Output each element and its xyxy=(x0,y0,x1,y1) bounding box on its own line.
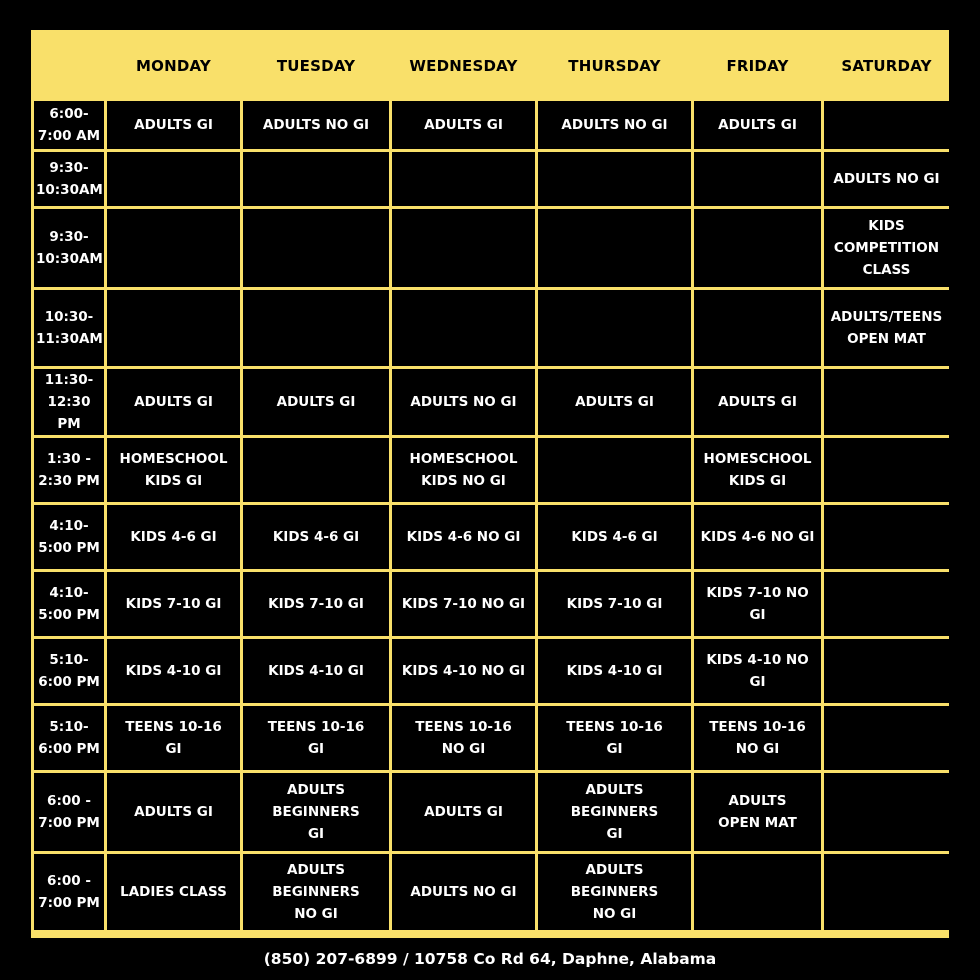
class-cell-friday: KIDS 7-10 NO GI xyxy=(694,572,821,636)
class-cell-monday xyxy=(107,209,240,287)
time-slot: 1:30 - 2:30 PM xyxy=(34,438,104,502)
class-cell-wednesday xyxy=(392,152,535,206)
day-header-tuesday: TUESDAY xyxy=(243,33,389,98)
class-cell-wednesday: KIDS 4-6 NO GI xyxy=(392,505,535,569)
class-cell-thursday xyxy=(538,438,691,502)
class-cell-thursday: TEENS 10-16 GI xyxy=(538,706,691,770)
class-cell-tuesday: KIDS 4-10 GI xyxy=(243,639,389,703)
time-slot: 6:00 - 7:00 PM xyxy=(34,773,104,851)
class-cell-thursday: KIDS 7-10 GI xyxy=(538,572,691,636)
contact-footer: (850) 207-6899 / 10758 Co Rd 64, Daphne, Alabama xyxy=(263,950,717,968)
class-cell-friday: KIDS 4-10 NO GI xyxy=(694,639,821,703)
class-cell-friday: KIDS 4-6 NO GI xyxy=(694,505,821,569)
class-cell-tuesday: TEENS 10-16 GI xyxy=(243,706,389,770)
class-cell-tuesday: KIDS 4-6 GI xyxy=(243,505,389,569)
class-cell-friday xyxy=(694,854,821,930)
class-cell-monday: KIDS 4-6 GI xyxy=(107,505,240,569)
time-slot: 4:10- 5:00 PM xyxy=(34,505,104,569)
class-cell-saturday xyxy=(824,572,949,636)
class-cell-thursday: KIDS 4-6 GI xyxy=(538,505,691,569)
class-cell-friday: TEENS 10-16 NO GI xyxy=(694,706,821,770)
class-cell-monday xyxy=(107,152,240,206)
class-cell-tuesday: ADULTS BEGINNERS NO GI xyxy=(243,854,389,930)
class-cell-thursday xyxy=(538,209,691,287)
class-cell-saturday xyxy=(824,706,949,770)
class-cell-saturday xyxy=(824,101,949,149)
day-header-friday: FRIDAY xyxy=(694,33,821,98)
class-cell-friday xyxy=(694,152,821,206)
class-cell-wednesday: ADULTS GI xyxy=(392,773,535,851)
time-slot: 6:00 - 7:00 PM xyxy=(34,854,104,930)
schedule-row xyxy=(34,438,949,502)
class-cell-wednesday: ADULTS GI xyxy=(392,101,535,149)
header-row xyxy=(34,33,949,98)
class-cell-saturday xyxy=(824,773,949,851)
class-cell-monday: LADIES CLASS xyxy=(107,854,240,930)
schedule-row xyxy=(34,854,949,930)
class-cell-tuesday: ADULTS BEGINNERS GI xyxy=(243,773,389,851)
class-cell-monday: ADULTS GI xyxy=(107,101,240,149)
schedule-row xyxy=(34,639,949,703)
class-cell-friday: HOMESCHOOL KIDS GI xyxy=(694,438,821,502)
class-cell-monday xyxy=(107,290,240,366)
time-slot: 5:10- 6:00 PM xyxy=(34,639,104,703)
time-slot: 9:30- 10:30AM xyxy=(34,209,104,287)
schedule-row xyxy=(34,290,949,366)
class-cell-tuesday: ADULTS GI xyxy=(243,369,389,435)
class-cell-thursday: ADULTS BEGINNERS GI xyxy=(538,773,691,851)
class-cell-thursday: ADULTS NO GI xyxy=(538,101,691,149)
class-cell-wednesday: HOMESCHOOL KIDS NO GI xyxy=(392,438,535,502)
class-cell-saturday: ADULTS NO GI xyxy=(824,152,949,206)
class-cell-wednesday: KIDS 4-10 NO GI xyxy=(392,639,535,703)
class-cell-thursday xyxy=(538,152,691,206)
class-cell-saturday xyxy=(824,505,949,569)
day-header-thursday: THURSDAY xyxy=(538,33,691,98)
class-cell-thursday: KIDS 4-10 GI xyxy=(538,639,691,703)
class-cell-thursday: ADULTS GI xyxy=(538,369,691,435)
corner-cell xyxy=(34,33,104,98)
schedule-row xyxy=(34,706,949,770)
schedule-row xyxy=(34,152,949,206)
class-cell-tuesday xyxy=(243,290,389,366)
class-cell-friday: ADULTS GI xyxy=(694,101,821,149)
day-header-saturday: SATURDAY xyxy=(824,33,949,98)
day-header-monday: MONDAY xyxy=(107,33,240,98)
class-cell-wednesday xyxy=(392,209,535,287)
class-cell-thursday xyxy=(538,290,691,366)
class-cell-tuesday: KIDS 7-10 GI xyxy=(243,572,389,636)
day-header-wednesday: WEDNESDAY xyxy=(392,33,535,98)
schedule-row xyxy=(34,505,949,569)
schedule-row xyxy=(34,369,949,435)
class-cell-saturday xyxy=(824,369,949,435)
time-slot: 11:30- 12:30 PM xyxy=(34,369,104,435)
class-cell-monday: KIDS 4-10 GI xyxy=(107,639,240,703)
class-cell-tuesday xyxy=(243,209,389,287)
time-slot: 6:00- 7:00 AM xyxy=(34,101,104,149)
class-cell-saturday xyxy=(824,854,949,930)
schedule-row xyxy=(34,572,949,636)
class-cell-monday: ADULTS GI xyxy=(107,773,240,851)
class-cell-monday: TEENS 10-16 GI xyxy=(107,706,240,770)
class-cell-friday: ADULTS OPEN MAT xyxy=(694,773,821,851)
class-cell-saturday: KIDS COMPETITION CLASS xyxy=(824,209,949,287)
class-cell-friday xyxy=(694,209,821,287)
class-cell-wednesday xyxy=(392,290,535,366)
class-cell-tuesday xyxy=(243,438,389,502)
time-slot: 9:30- 10:30AM xyxy=(34,152,104,206)
schedule-row xyxy=(34,101,949,149)
class-cell-tuesday xyxy=(243,152,389,206)
class-cell-saturday xyxy=(824,639,949,703)
class-cell-friday xyxy=(694,290,821,366)
class-cell-wednesday: KIDS 7-10 NO GI xyxy=(392,572,535,636)
class-cell-saturday xyxy=(824,438,949,502)
class-cell-wednesday: TEENS 10-16 NO GI xyxy=(392,706,535,770)
class-cell-monday: HOMESCHOOL KIDS GI xyxy=(107,438,240,502)
class-cell-saturday: ADULTS/TEENS OPEN MAT xyxy=(824,290,949,366)
schedule-row xyxy=(34,209,949,287)
class-cell-thursday: ADULTS BEGINNERS NO GI xyxy=(538,854,691,930)
class-cell-monday: ADULTS GI xyxy=(107,369,240,435)
class-cell-wednesday: ADULTS NO GI xyxy=(392,854,535,930)
time-slot: 5:10- 6:00 PM xyxy=(34,706,104,770)
time-slot: 4:10- 5:00 PM xyxy=(34,572,104,636)
time-slot: 10:30- 11:30AM xyxy=(34,290,104,366)
class-schedule-table xyxy=(31,30,952,933)
class-cell-wednesday: ADULTS NO GI xyxy=(392,369,535,435)
class-cell-monday: KIDS 7-10 GI xyxy=(107,572,240,636)
schedule-row xyxy=(34,773,949,851)
class-cell-tuesday: ADULTS NO GI xyxy=(243,101,389,149)
class-cell-friday: ADULTS GI xyxy=(694,369,821,435)
